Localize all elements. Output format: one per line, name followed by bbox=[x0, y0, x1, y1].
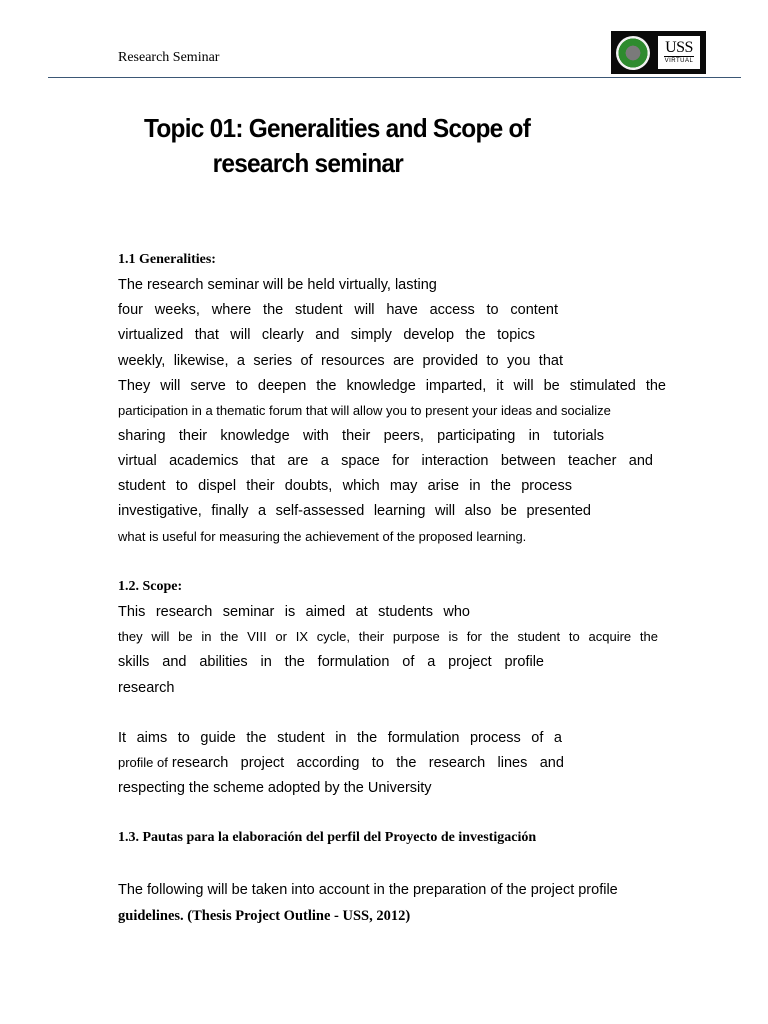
paragraph-line: weekly, likewise, a series of resources are provided to you that bbox=[118, 353, 563, 369]
paragraph-line: virtual academics that are a space for interaction between teacher and bbox=[118, 453, 653, 469]
paragraph-line: they will be in the VIII or IX cycle, their purpose is for the student to acquire the bbox=[118, 629, 658, 644]
section-heading-generalities: 1.1 Generalities: bbox=[118, 252, 216, 267]
section-heading-guidelines: 1.3. Pautas para la elaboración del perfil del Proyecto de investigación bbox=[118, 830, 537, 845]
uss-logo bbox=[611, 31, 706, 74]
paragraph-line: skills and abilities in the formulation of a project profile bbox=[118, 654, 544, 670]
paragraph-line: research bbox=[118, 680, 175, 696]
paragraph-line bbox=[118, 754, 564, 772]
title-line-2: research seminar bbox=[212, 148, 404, 178]
running-title: Research Seminar bbox=[118, 50, 220, 65]
inline-text: research project according to the research lines and bbox=[171, 755, 564, 771]
section-heading-scope: 1.2. Scope: bbox=[118, 579, 183, 594]
paragraph-line: four weeks, where the student will have access to content bbox=[118, 302, 558, 318]
page-title bbox=[144, 111, 633, 181]
paragraph-line: guidelines. (Thesis Project Outline - USS, 2012) bbox=[118, 908, 411, 924]
paragraph-line: They will serve to deepen the knowledge imparted, it will be stimulated the bbox=[118, 378, 666, 394]
logo-subtext: VIRTUAL bbox=[664, 57, 694, 64]
paragraph-line: It aims to guide the student in the formulation process of a bbox=[118, 730, 562, 746]
header-divider bbox=[48, 77, 741, 78]
paragraph-line: respecting the scheme adopted by the University bbox=[118, 780, 432, 796]
paragraph-line: The following will be taken into account in the preparation of the project profile bbox=[118, 882, 618, 898]
paragraph-line: what is useful for measuring the achievement of the proposed learning. bbox=[118, 529, 527, 544]
inline-text: profile of bbox=[118, 755, 168, 770]
paragraph-line: participation in a thematic forum that will allow you to present your ideas and socialize bbox=[118, 403, 611, 418]
paragraph-line: sharing their knowledge with their peers, participating in tutorials bbox=[118, 428, 604, 444]
title-line-1: Topic 01: Generalities and Scope of bbox=[144, 113, 531, 143]
paragraph-line: investigative, finally a self-assessed learning will also be presented bbox=[118, 503, 591, 519]
paragraph-line: This research seminar is aimed at students who bbox=[118, 604, 470, 620]
paragraph-line: student to dispel their doubts, which may arise in the process bbox=[118, 478, 572, 494]
logo-text: USS bbox=[665, 38, 693, 56]
paragraph-line: virtualized that will clearly and simply develop the topics bbox=[118, 327, 535, 343]
university-seal-icon bbox=[616, 36, 650, 70]
paragraph-line: The research seminar will be held virtually, lasting bbox=[118, 277, 437, 293]
uss-brand bbox=[658, 36, 700, 69]
